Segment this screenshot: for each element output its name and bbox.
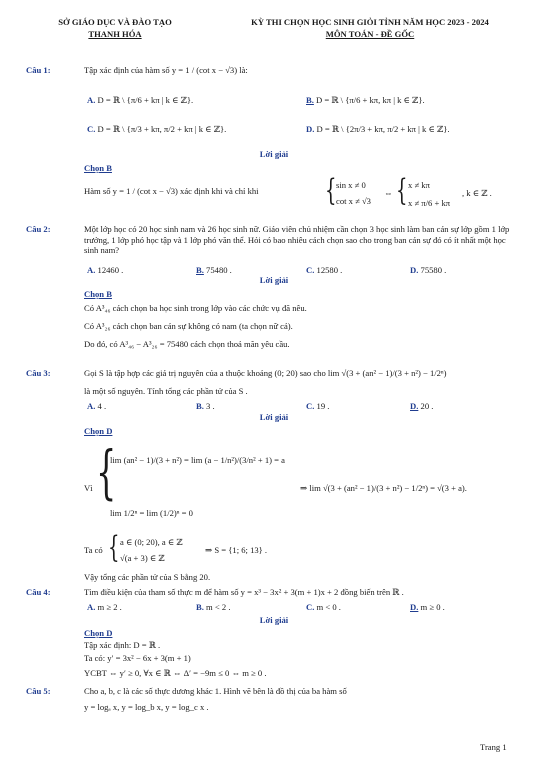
q4-solution-3: YCBT ⇔ y′ ≥ 0, ∀x ∈ ℝ ⇔ Δ′ = −9m ≤ 0 ⇔ m ≥ 0 . <box>84 668 267 678</box>
q3-option-a: A. 4 . <box>87 401 107 411</box>
q1-option-d: D. D = ℝ \ {2π/3 + kπ, π/2 + kπ | k ∈ ℤ}. <box>306 124 450 134</box>
q1-system-tail: , k ∈ ℤ . <box>462 188 492 198</box>
q3-limit-1: lim (an² − 1)/(3 + n²) = lim (a − 1/n²)/(3/n² + 1) = a <box>110 455 285 465</box>
q2-option-b: B. 75480 . <box>196 265 232 275</box>
q3-condition-2: √(a + 3) ∈ ℤ <box>120 553 165 563</box>
q3-option-d: D. 20 . <box>410 401 434 411</box>
q3-option-b: B. 3 . <box>196 401 215 411</box>
q4-choice: Chọn D <box>84 628 113 638</box>
q1-option-a: A. D = ℝ \ {π/6 + kπ | k ∈ ℤ}. <box>87 95 194 105</box>
q4-label: Câu 4: <box>26 587 51 597</box>
q2-solution-3: Do đó, có A³₄₆ − A³₂₆ = 75480 cách chọn thoả mãn yêu cầu. <box>84 339 290 349</box>
q2-label: Câu 2: <box>26 224 51 234</box>
q3-taco: Ta có <box>84 545 103 555</box>
q3-limit-result: ⇒ lim √(3 + (an² − 1)/(3 + n²) − 1/2ⁿ) = √(3 + a). <box>300 483 467 493</box>
header-province: THANH HÓA <box>88 29 142 39</box>
q5-label: Câu 5: <box>26 686 51 696</box>
q4-stem: Tìm điều kiện của tham số thực m để hàm số y = x³ − 3x² + 3(m + 1)x + 2 đồng biến trên ℝ . <box>84 587 404 597</box>
q1-system-brace-2: { <box>396 173 408 208</box>
q2-solution-1: Có A³₄₆ cách chọn ba học sinh trong lớp vào các chức vụ đã nêu. <box>84 303 307 313</box>
q1-solution-text: Hàm số y = 1 / (cot x − √3) xác định khi và chỉ khi <box>84 186 259 196</box>
q1-equivalence-arrow: ⇔ <box>384 188 393 198</box>
q1-option-c: C. D = ℝ \ {π/3 + kπ, π/2 + kπ | k ∈ ℤ}. <box>87 124 227 134</box>
q3-stem: Gọi S là tập hợp các giá trị nguyên của a thuộc khoảng (0; 20) sao cho lim √(3 + (an² − 1)/(3 + n²) − 1/2ⁿ) <box>84 368 447 378</box>
q1-system-left-1: sin x ≠ 0 <box>336 180 366 190</box>
q1-label: Câu 1: <box>26 65 51 75</box>
q5-stem-2: y = logₐ x, y = log_b x, y = log_c x . <box>84 702 209 712</box>
header-exam-title: KỲ THI CHỌN HỌC SINH GIỎI TỈNH NĂM HỌC 2023 - 2024 <box>251 17 489 27</box>
q1-stem: Tập xác định của hàm số y = 1 / (cot x − √3) là: <box>84 65 248 75</box>
q5-stem: Cho a, b, c là các số thực dương khác 1. Hình vẽ bên là đồ thị của ba hàm số <box>84 686 347 696</box>
q1-system-brace: { <box>325 173 337 208</box>
q3-condition-result: ⇒ S = {1; 6; 13} . <box>205 545 268 555</box>
q4-option-a: A. m ≥ 2 . <box>87 602 122 612</box>
q4-option-c: C. m < 0 . <box>306 602 341 612</box>
q2-stem: Một lớp học có 20 học sinh nam và 26 học sinh nữ. Giáo viên chủ nhiệm cần chọn 3 học sinh làm ban cán sự lớp gồm 1 lớp trưởng, 1 lớp phó học tập và 1 lớp phó văn thể. Hỏi có bao nhiêu cách chọn sao cho trong ban cán sự đó có ít nhất một học sinh nam? <box>84 224 510 256</box>
q3-vi: Vì <box>84 483 93 493</box>
q4-option-b: B. m < 2 . <box>196 602 231 612</box>
q3-sum: Vậy tổng các phần tử của S bằng 20. <box>84 572 211 582</box>
q3-limit-2: lim 1/2ⁿ = lim (1/2)ⁿ = 0 <box>110 508 193 518</box>
q3-limits-brace: { <box>96 438 117 506</box>
q1-system-right-1: x ≠ kπ <box>408 180 430 190</box>
q3-option-c: C. 19 . <box>306 401 330 411</box>
q3-conditions-brace: { <box>108 530 120 565</box>
q3-stem-2: là một số nguyên. Tính tổng các phần tử của S . <box>84 386 248 396</box>
q2-solution-title: Lời giải <box>259 275 289 285</box>
q1-solution-title: Lời giải <box>259 149 289 159</box>
q3-condition-1: a ∈ (0; 20), a ∈ ℤ <box>120 537 183 547</box>
q2-option-a: A. 12460 . <box>87 265 124 275</box>
q1-system-left-2: cot x ≠ √3 <box>336 196 371 206</box>
q4-solution-2: Ta có: y′ = 3x² − 6x + 3(m + 1) <box>84 653 191 663</box>
header-subject: MÔN TOÁN - ĐỀ GỐC <box>325 29 415 39</box>
q2-option-d: D. 75580 . <box>410 265 447 275</box>
q2-choice: Chọn B <box>84 289 112 299</box>
q3-label: Câu 3: <box>26 368 51 378</box>
q2-option-c: C. 12580 . <box>306 265 343 275</box>
q4-solution-1: Tập xác định: D = ℝ . <box>84 640 161 650</box>
q3-solution-title: Lời giải <box>259 412 289 422</box>
q1-system-right-2: x ≠ π/6 + kπ <box>408 198 451 208</box>
q1-option-b: B. D = ℝ \ {π/6 + kπ, kπ | k ∈ ℤ}. <box>306 95 425 105</box>
header-department: SỞ GIÁO DỤC VÀ ĐÀO TẠO <box>58 17 172 27</box>
q2-solution-2: Có A³₂₆ cách chọn ban cán sự không có nam (ta chọn nữ cả). <box>84 321 293 331</box>
page-number: Trang 1 <box>480 742 507 752</box>
q1-choice: Chọn B <box>84 163 112 173</box>
q4-solution-title: Lời giải <box>259 615 289 625</box>
q4-option-d: D. m ≥ 0 . <box>410 602 445 612</box>
q3-choice: Chọn D <box>84 426 113 436</box>
